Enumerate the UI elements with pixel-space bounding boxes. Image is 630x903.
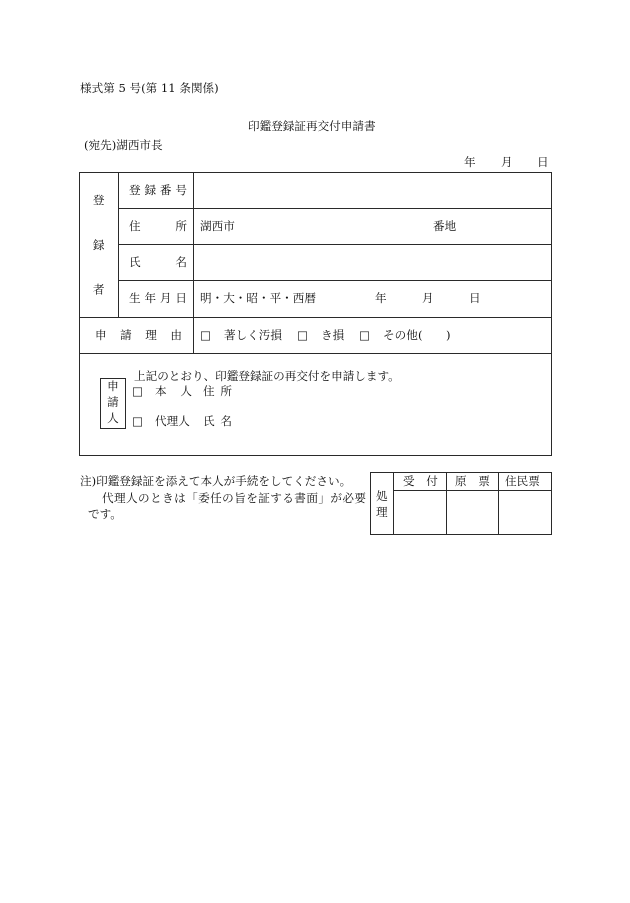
form-number: 様式第 5 号(第 11 条関係) bbox=[80, 81, 219, 95]
registrant-section-label: 登録者 bbox=[91, 194, 106, 328]
application-table bbox=[79, 172, 552, 456]
reason-option-damaged: き損 bbox=[321, 328, 345, 342]
row-divider bbox=[393, 490, 551, 491]
reason-label: 申 請 理 由 bbox=[95, 328, 182, 342]
applicant-agent-checkbox: □ bbox=[132, 414, 143, 428]
birthdate-era-options: 明・大・昭・平・西暦 bbox=[200, 291, 316, 305]
birthdate-year-label: 年 bbox=[375, 291, 387, 305]
form-title: 印鑑登録証再交付申請書 bbox=[248, 119, 376, 133]
column-divider bbox=[118, 172, 119, 317]
address-suffix: 番地 bbox=[433, 219, 457, 233]
date-year-label: 年 bbox=[464, 155, 476, 169]
birthdate-month-label: 月 bbox=[422, 291, 434, 305]
applicant-address-label: 住 所 bbox=[203, 384, 232, 398]
date-day-label: 日 bbox=[537, 155, 549, 169]
column-divider bbox=[393, 472, 394, 534]
applicant-self-label: 本 人 bbox=[155, 384, 192, 398]
note-line-3: です。 bbox=[88, 507, 122, 521]
processing-column-original-record: 原 票 bbox=[455, 474, 490, 488]
applicant-label: 申請人 bbox=[105, 380, 120, 428]
reason-checkbox-damaged: □ bbox=[297, 328, 308, 342]
processing-column-resident-record: 住民票 bbox=[505, 474, 540, 488]
reason-other-paren-open: ( bbox=[418, 328, 423, 342]
declaration-statement: 上記のとおり、印鑑登録証の再交付を申請します。 bbox=[134, 369, 400, 383]
note-line-1: 注)印鑑登録証を添えて本人が手続をしてください。 bbox=[80, 474, 352, 488]
applicant-agent-label: 代理人 bbox=[155, 414, 190, 428]
row-divider bbox=[118, 280, 551, 281]
birthdate-day-label: 日 bbox=[469, 291, 481, 305]
row-divider bbox=[118, 208, 551, 209]
reason-checkbox-other: □ bbox=[359, 328, 370, 342]
processing-label: 処理 bbox=[374, 490, 389, 522]
row-divider bbox=[79, 317, 551, 318]
note-line-2: 代理人のときは「委任の旨を証する書面」が必要 bbox=[102, 491, 366, 505]
addressee: (宛先)湖西市長 bbox=[84, 138, 163, 152]
row-divider bbox=[79, 353, 551, 354]
reason-checkbox-soiled: □ bbox=[200, 328, 211, 342]
reason-other-paren-close: ) bbox=[446, 328, 451, 342]
registration-number-label: 登 録 番 号 bbox=[129, 183, 187, 197]
date-month-label: 月 bbox=[501, 155, 513, 169]
address-city: 湖西市 bbox=[200, 219, 235, 233]
column-divider bbox=[498, 472, 499, 534]
reason-option-soiled: 著しく汚損 bbox=[224, 328, 282, 342]
birthdate-label: 生 年 月 日 bbox=[129, 291, 187, 305]
processing-column-reception: 受 付 bbox=[403, 474, 438, 488]
address-label: 住 所 bbox=[129, 219, 187, 233]
column-divider bbox=[446, 472, 447, 534]
applicant-name-label: 氏 名 bbox=[203, 414, 232, 428]
name-label: 氏 名 bbox=[129, 255, 187, 269]
column-divider bbox=[193, 172, 194, 353]
applicant-self-checkbox: □ bbox=[132, 384, 143, 398]
row-divider bbox=[118, 244, 551, 245]
reason-option-other: その他 bbox=[383, 328, 418, 342]
